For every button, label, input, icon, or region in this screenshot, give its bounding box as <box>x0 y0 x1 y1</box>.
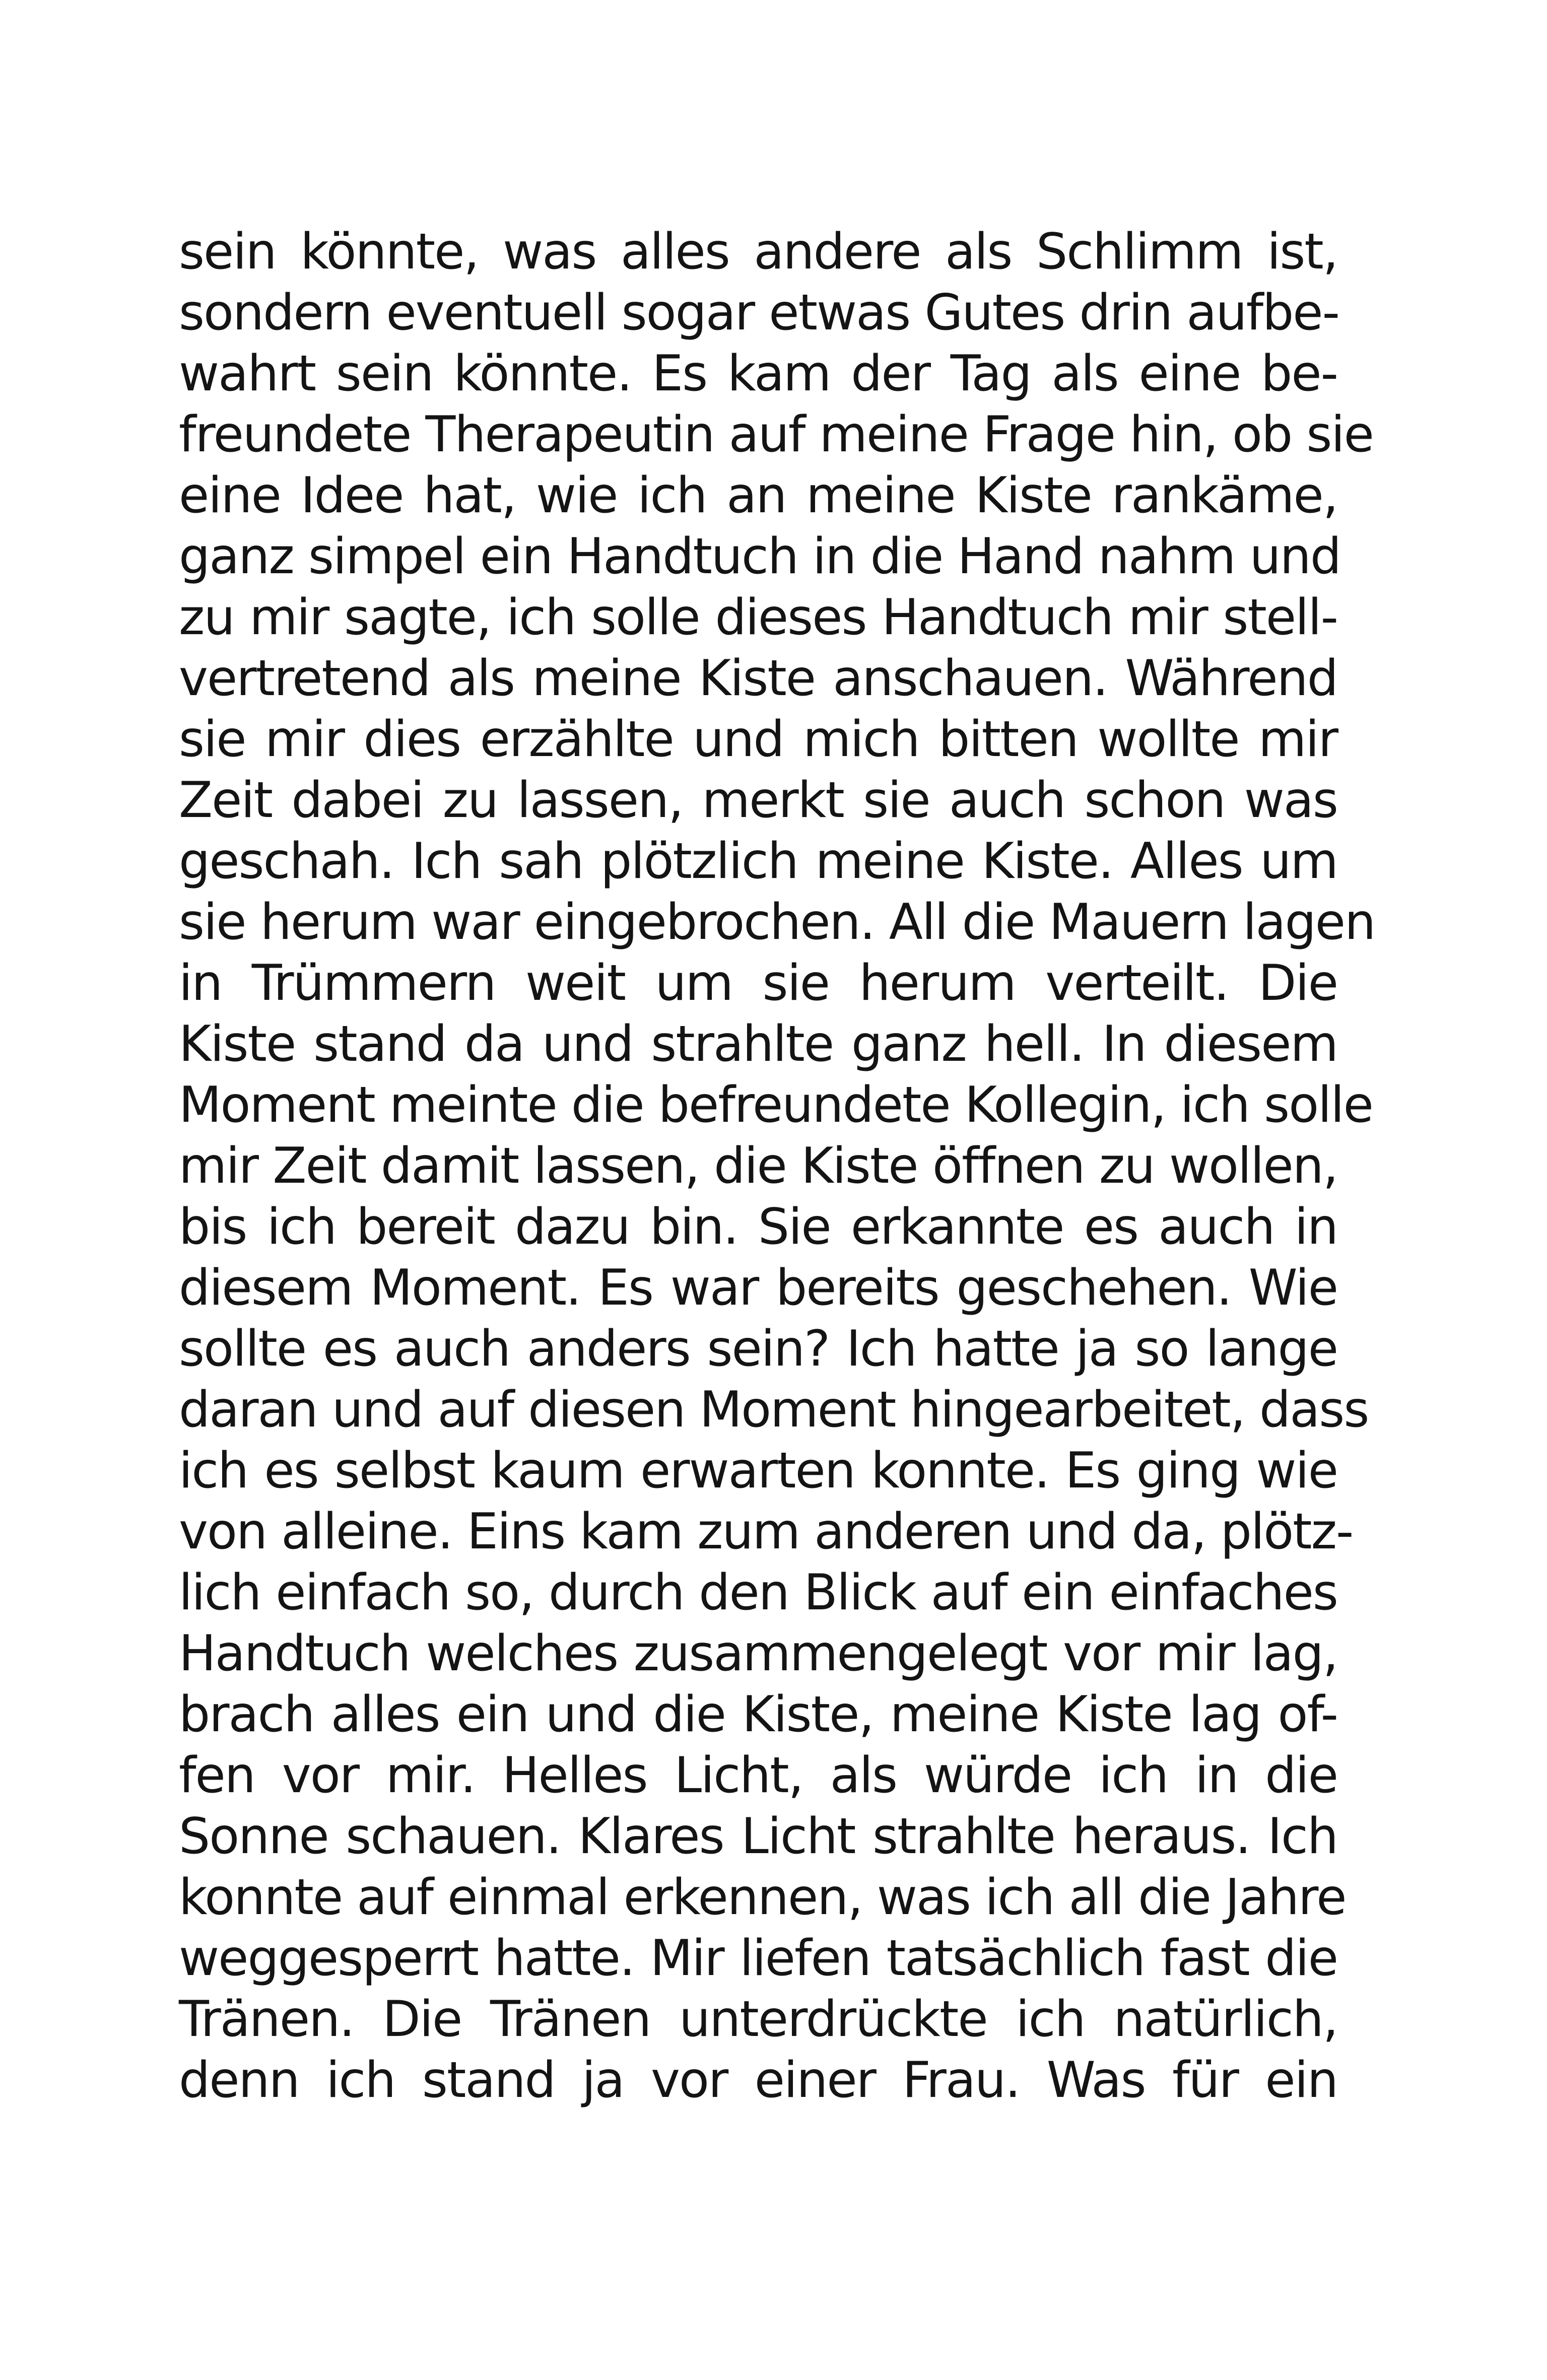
text-line: denn ich stand ja vor einer Frau. Was für ein <box>179 2052 1337 2109</box>
text-line: zu mir sagte, ich solle dieses Handtuch mir stell- <box>179 589 1337 646</box>
text-line: wahrt sein könnte. Es kam der Tag als eine be- <box>179 345 1337 402</box>
text-line: sein könnte, was alles andere als Schlimm ist, <box>179 223 1337 281</box>
text-line: eine Idee hat, wie ich an meine Kiste rankäme, <box>179 467 1337 524</box>
text-line: Kiste stand da und strahlte ganz hell. In diesem <box>179 1015 1337 1073</box>
text-line: fen vor mir. Helles Licht, als würde ich in die <box>179 1747 1337 1804</box>
text-line: daran und auf diesen Moment hingearbeitet, dass <box>179 1381 1369 1439</box>
text-line: Tränen. Die Tränen unterdrückte ich natürlich, <box>179 1991 1337 2048</box>
body-text <box>179 222 1375 2111</box>
text-line: mir Zeit damit lassen, die Kiste öffnen zu wollen, <box>179 1137 1337 1195</box>
text-line: geschah. Ich sah plötzlich meine Kiste. Alles um <box>179 833 1337 890</box>
text-line: sie herum war eingebrochen. All die Mauern lagen <box>179 894 1375 951</box>
text-line: von alleine. Eins kam zum anderen und da, plötz- <box>179 1503 1353 1560</box>
text-line: konnte auf einmal erkennen, was ich all die Jahre <box>179 1869 1346 1926</box>
text-line: freundete Therapeutin auf meine Frage hin, ob sie <box>179 406 1373 463</box>
text-line: brach alles ein und die Kiste, meine Kiste lag of- <box>179 1686 1337 1743</box>
text-line: Sonne schauen. Klares Licht strahlte heraus. Ich <box>179 1808 1337 1865</box>
text-line: Moment meinte die befreundete Kollegin, ich solle <box>179 1076 1373 1134</box>
text-line: sie mir dies erzählte und mich bitten wollte mir <box>179 711 1337 768</box>
text-line: sondern eventuell sogar etwas Gutes drin aufbe- <box>179 284 1339 342</box>
text-line: lich einfach so, durch den Blick auf ein einfaches <box>179 1564 1337 1621</box>
text-line: sollte es auch anders sein? Ich hatte ja so lange <box>179 1320 1337 1378</box>
text-line: weggesperrt hatte. Mir liefen tatsächlich fast die <box>179 1930 1337 1987</box>
text-line: Handtuch welches zusammengelegt vor mir lag, <box>179 1625 1337 1682</box>
text-line: Zeit dabei zu lassen, merkt sie auch schon was <box>179 772 1337 829</box>
text-line: bis ich bereit dazu bin. Sie erkannte es auch in <box>179 1198 1337 1256</box>
text-line: ich es selbst kaum erwarten konnte. Es ging wie <box>179 1442 1337 1500</box>
text-line: ganz simpel ein Handtuch in die Hand nahm und <box>179 528 1341 585</box>
text-line: diesem Moment. Es war bereits geschehen. Wie <box>179 1259 1337 1317</box>
text-line: vertretend als meine Kiste anschauen. Während <box>179 650 1337 707</box>
text-line: in Trümmern weit um sie herum verteilt. Die <box>179 955 1337 1012</box>
